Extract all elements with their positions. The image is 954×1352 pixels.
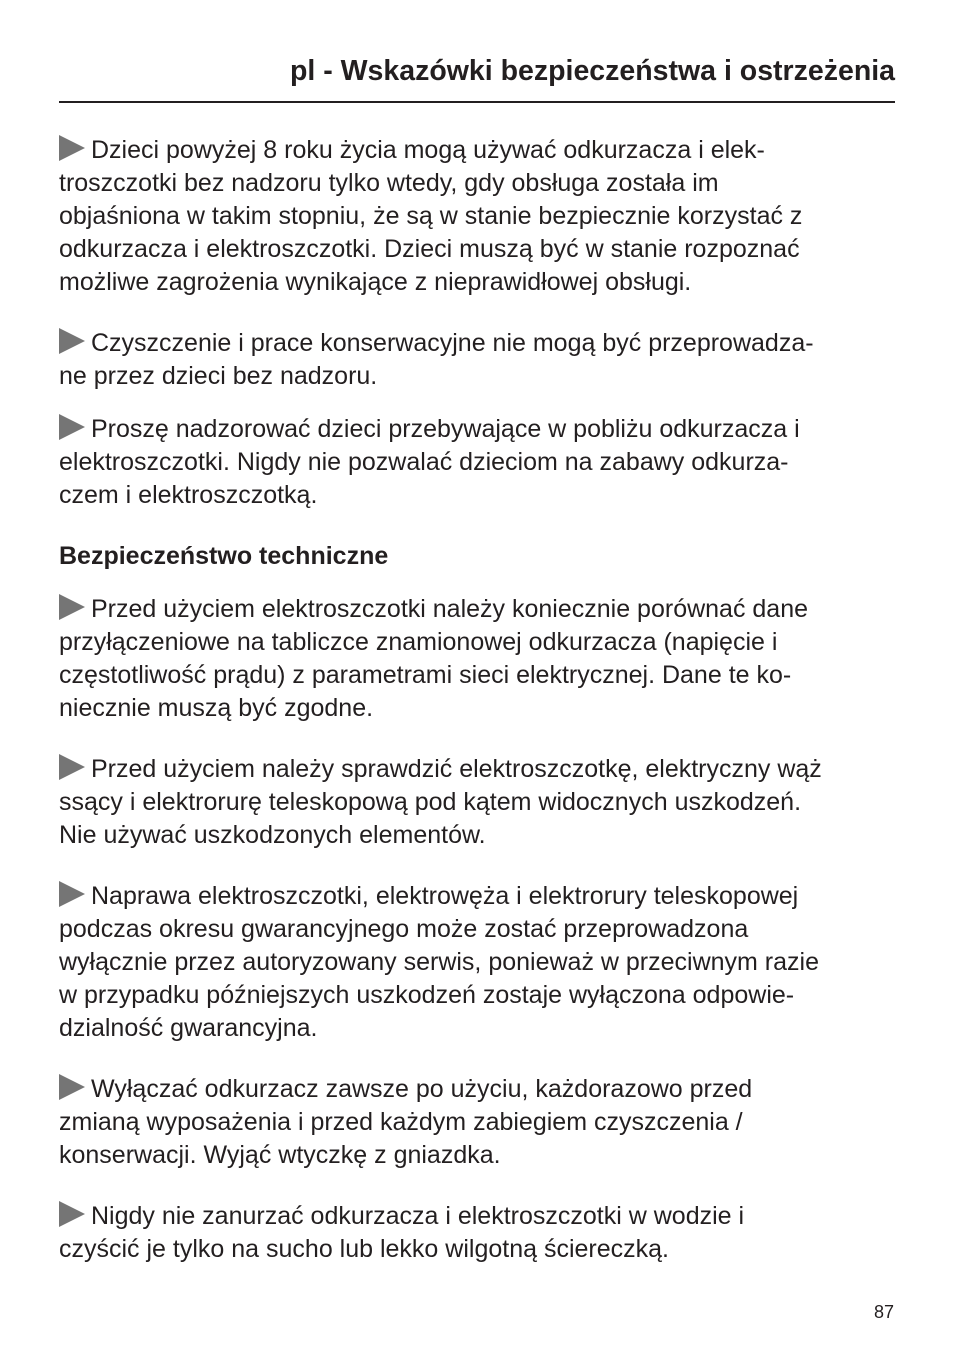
paragraph-line: wyłącznie przez autoryzowany serwis, ponieważ w przeciwnym razie — [59, 948, 819, 976]
warning-paragraph-children-use — [59, 134, 895, 299]
paragraph-spacer — [59, 852, 895, 880]
paragraph-line: Dzieci powyżej 8 roku życia mogą używać odkurzacza i elek- — [59, 134, 895, 167]
warning-paragraph-repairs — [59, 880, 895, 1045]
paragraph-line: elektroszczotki. Nigdy nie pozwalać dzieciom na zabawy odkurza- — [59, 448, 789, 476]
paragraph-line: Przed użyciem elektroszczotki należy koniecznie porównać dane — [59, 593, 895, 626]
paragraph-line: dzialność gwarancyjna. — [59, 1014, 318, 1042]
paragraph-line: w przypadku późniejszych uszkodzeń zostaje wyłączona odpowie- — [59, 981, 795, 1009]
paragraph-line: konserwacji. Wyjąć wtyczkę z gniazdka. — [59, 1141, 501, 1169]
paragraph-line: czyścić je tylko na sucho lub lekko wilgotną ściereczką. — [59, 1235, 669, 1263]
paragraph-spacer — [59, 573, 895, 593]
warning-paragraph-water — [59, 1200, 895, 1266]
paragraph-line: ne przez dzieci bez nadzoru. — [59, 362, 378, 390]
triangle-right-icon — [59, 1074, 85, 1100]
paragraph-line: odkurzacza i elektroszczotki. Dzieci muszą być w stanie rozpoznać — [59, 235, 800, 263]
triangle-right-icon — [59, 881, 85, 907]
page-header — [59, 52, 895, 103]
paragraph-spacer — [59, 393, 895, 413]
paragraph-line: Czyszczenie i prace konserwacyjne nie mogą być przeprowadza- — [59, 327, 895, 360]
section-heading: Bezpieczeństwo techniczne — [59, 542, 389, 570]
paragraph-line: Przed użyciem należy sprawdzić elektroszczotkę, elektryczny wąż — [59, 753, 895, 786]
triangle-right-icon — [59, 754, 85, 780]
paragraph-line: objaśniona w takim stopniu, że są w stanie bezpiecznie korzystać z — [59, 202, 803, 230]
paragraph-spacer — [59, 512, 895, 540]
paragraph-line: podczas okresu gwarancyjnego może zostać przeprowadzona — [59, 915, 749, 943]
page-number: 87 — [873, 1302, 894, 1322]
triangle-right-icon — [59, 414, 85, 440]
paragraph-line: przyłączeniowe na tabliczce znamionowej odkurzacza (napięcie i — [59, 628, 778, 656]
triangle-right-icon — [59, 135, 85, 161]
page-content — [59, 134, 895, 1266]
page-title: pl - Wskazówki bezpieczeństwa i ostrzeżenia — [290, 55, 895, 87]
warning-paragraph-damage-check — [59, 753, 895, 852]
paragraph-line: możliwe zagrożenia wynikające z nieprawidłowej obsługi. — [59, 268, 692, 296]
paragraph-line: Nigdy nie zanurzać odkurzacza i elektroszczotki w wodzie i — [59, 1200, 895, 1233]
paragraph-line: Naprawa elektroszczotki, elektrowęża i elektrorury teleskopowej — [59, 880, 895, 913]
paragraph-line: Proszę nadzorować dzieci przebywające w pobliżu odkurzacza i — [59, 413, 895, 446]
paragraph-line: czem i elektroszczotką. — [59, 481, 318, 509]
warning-paragraph-switch-off — [59, 1073, 895, 1172]
paragraph-spacer — [59, 299, 895, 327]
warning-paragraph-connection-data — [59, 593, 895, 725]
paragraph-spacer — [59, 1045, 895, 1073]
paragraph-line: troszczotki bez nadzoru tylko wtedy, gdy obsługa została im — [59, 169, 719, 197]
paragraph-line: Nie używać uszkodzonych elementów. — [59, 821, 486, 849]
triangle-right-icon — [59, 328, 85, 354]
paragraph-line: częstotliwość prądu) z parametrami sieci elektrycznej. Dane te ko- — [59, 661, 792, 689]
triangle-right-icon — [59, 1201, 85, 1227]
paragraph-spacer — [59, 725, 895, 753]
paragraph-line: niecznie muszą być zgodne. — [59, 694, 374, 722]
paragraph-spacer — [59, 1172, 895, 1200]
paragraph-line: ssący i elektrorurę teleskopową pod kątem widocznych uszkodzeń. — [59, 788, 802, 816]
warning-paragraph-children-cleaning — [59, 327, 895, 393]
paragraph-line: Wyłączać odkurzacz zawsze po użyciu, każdorazowo przed — [59, 1073, 895, 1106]
warning-paragraph-children-supervision — [59, 413, 895, 512]
paragraph-line: zmianą wyposażenia i przed każdym zabiegiem czyszczenia / — [59, 1108, 743, 1136]
triangle-right-icon — [59, 594, 85, 620]
